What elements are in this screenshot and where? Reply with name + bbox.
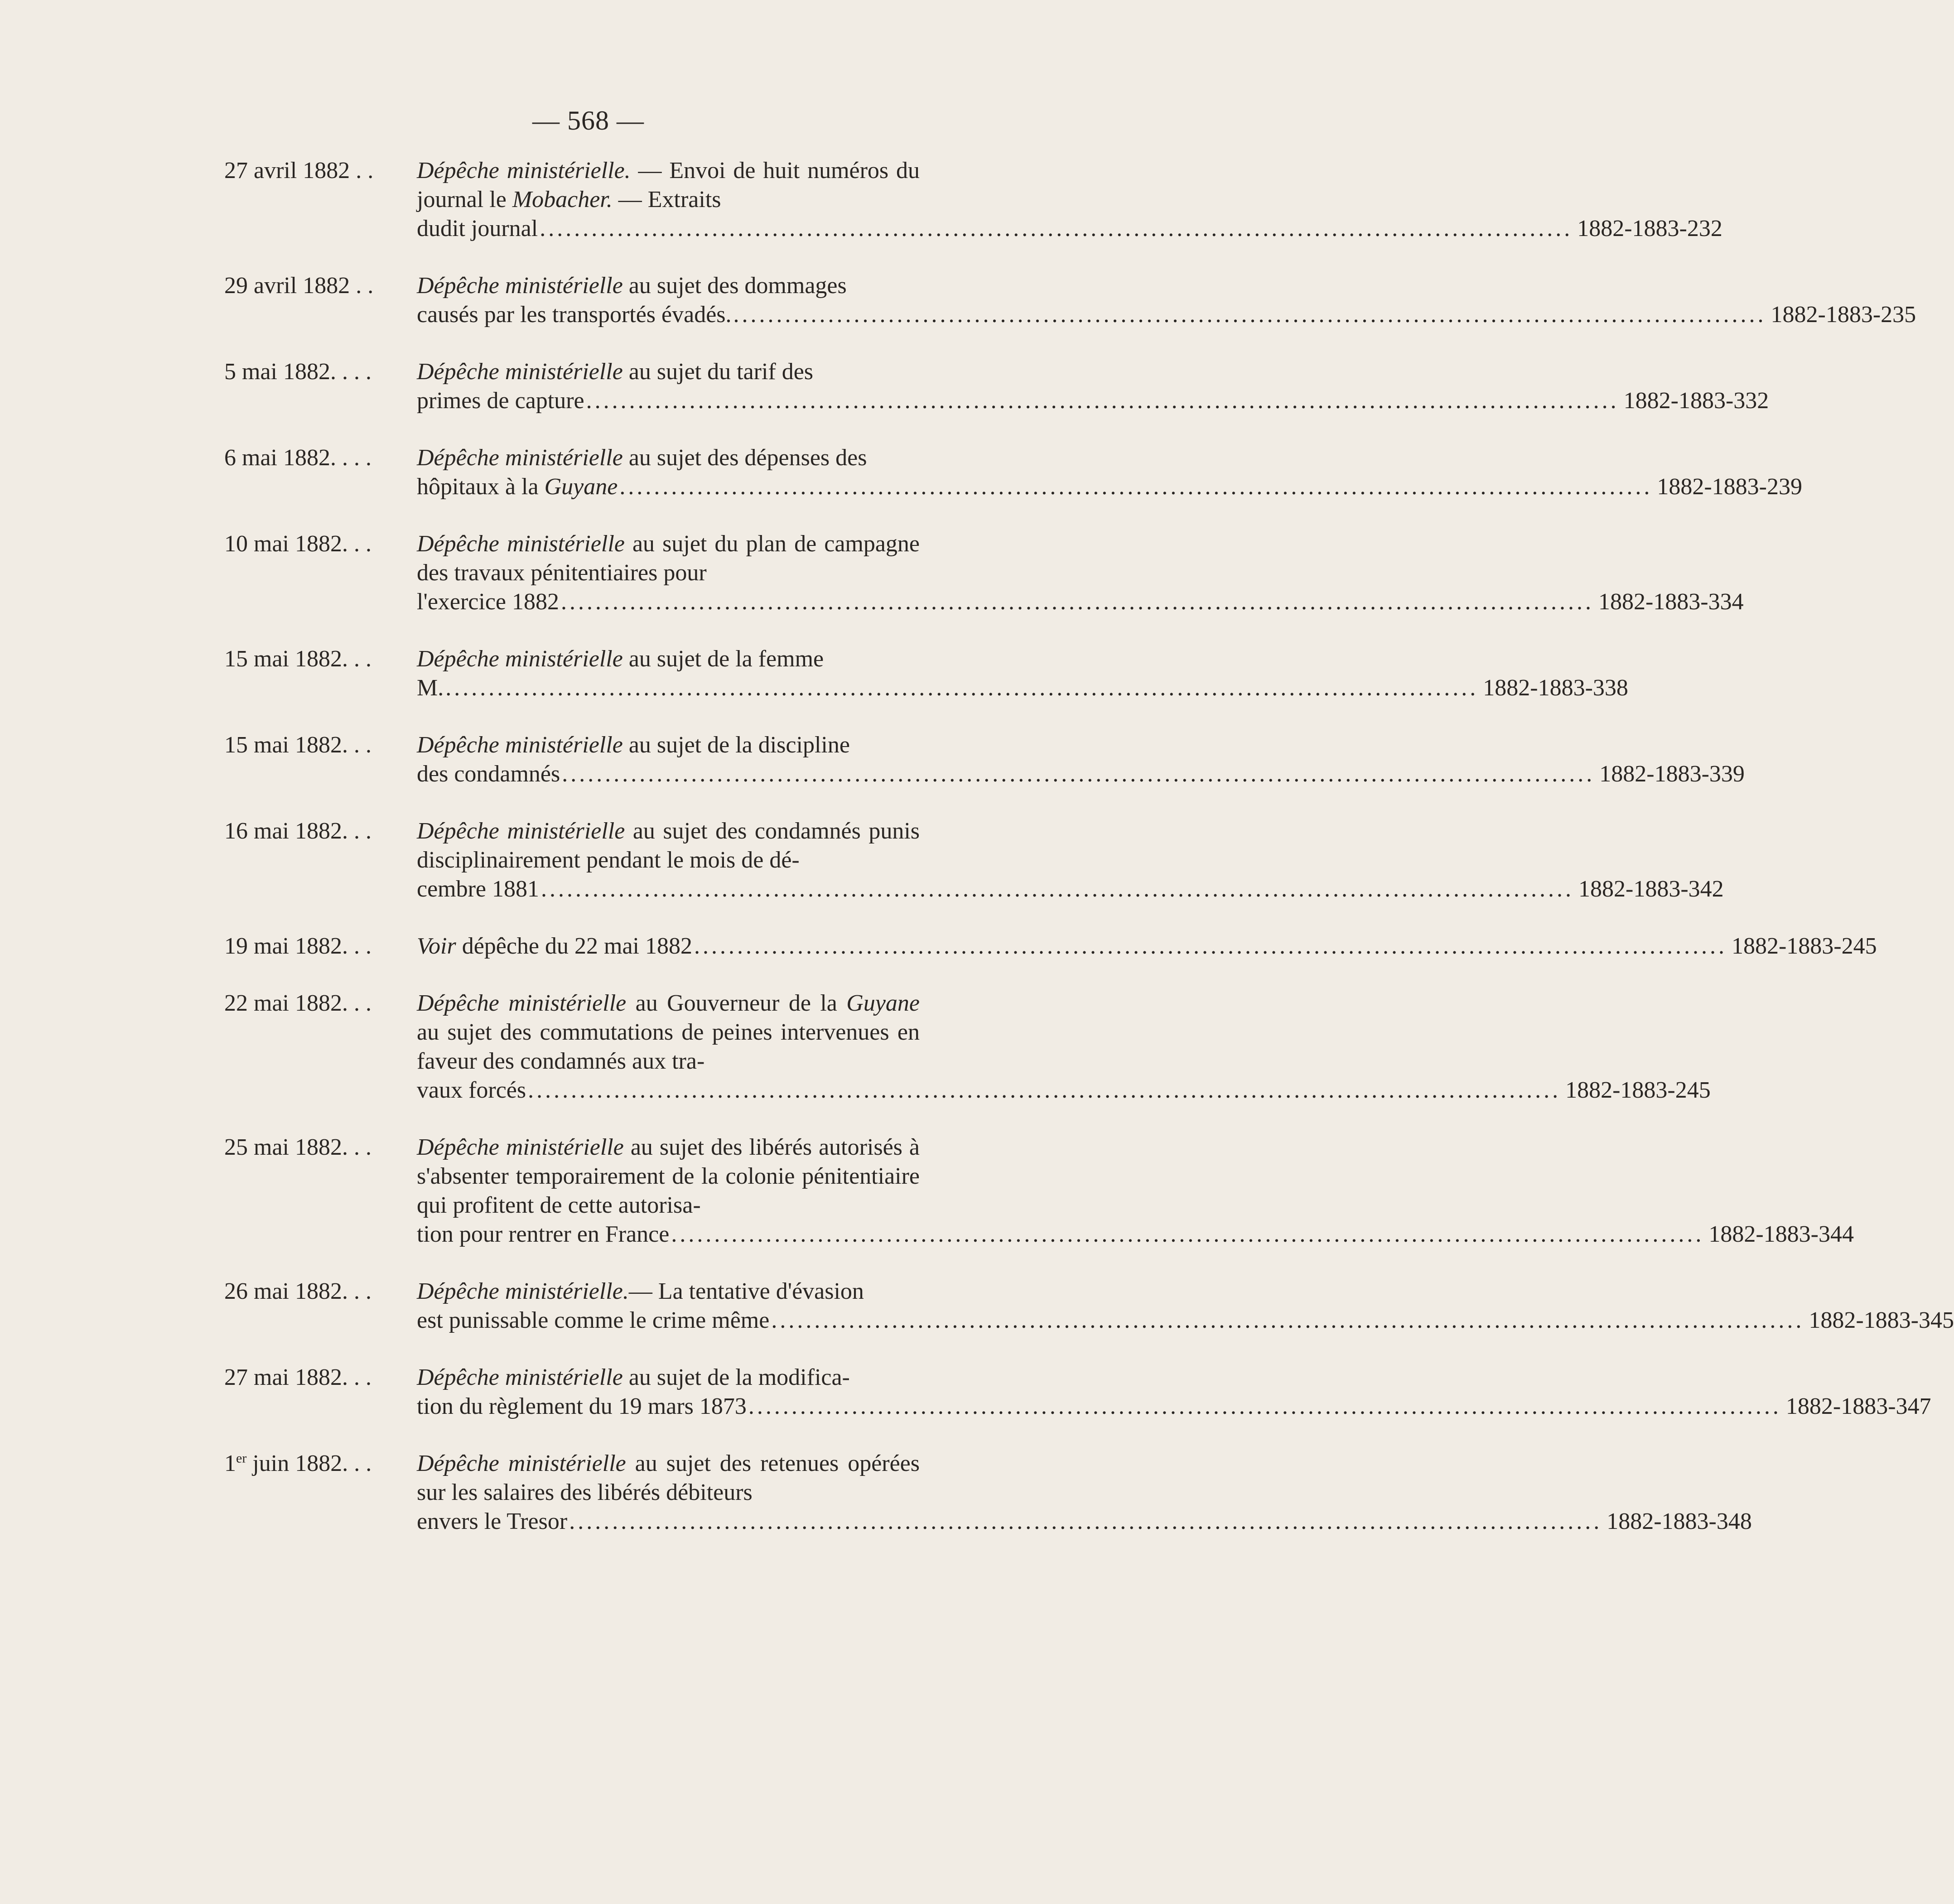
entry-title: Dépêche ministérielle [417, 1134, 624, 1160]
list-item [224, 530, 1744, 617]
entry-description [417, 1277, 1954, 1335]
dot-leader: ........................................................................................................................ [586, 388, 1619, 414]
entry-reference: 1882-1883-235 [1771, 302, 1916, 328]
entry-text: au sujet des condamnés punis disciplinairement pendant le mois de dé- [417, 818, 920, 873]
entry-last-line [417, 300, 1916, 329]
list-item [224, 357, 1769, 415]
entry-text: au Gouverneur de la [626, 990, 847, 1016]
entry-last-line [417, 1220, 1854, 1249]
entry-reference: 1882-1883-332 [1623, 388, 1769, 414]
dot-leader: ........................................................................................................................ [445, 675, 1479, 701]
entry-reference: 1882-1883-339 [1599, 761, 1745, 787]
entry-last-line [417, 1306, 1954, 1335]
entry-description [417, 271, 1916, 329]
entry-description [417, 645, 1628, 703]
entry-last-text: vaux forcés [417, 1077, 526, 1103]
entry-last-line [417, 760, 1745, 789]
entry-reference: 1882-1883-338 [1483, 675, 1628, 701]
entry-text: au sujet des libérés autorisés à s'absenter temporairement de la colonie pénitentiaire qui profitent de cette autorisa- [417, 1134, 920, 1218]
list-item [224, 1363, 1931, 1421]
list-item [224, 989, 1711, 1105]
entry-text-continued: — Extraits [612, 187, 721, 212]
entry-text-continued: au sujet des commutations de peines intervenues en faveur des condamnés aux tra- [417, 1019, 920, 1074]
entry-last-text: envers le Tresor [417, 1509, 568, 1534]
entry-description [417, 731, 1745, 789]
dot-leader: ........................................................................................................................ [671, 1221, 1704, 1247]
entries-list [224, 156, 1954, 1564]
entry-date: 27 mai 1882. . . [224, 1364, 372, 1390]
dot-leader: ........................................................................................................................ [694, 933, 1727, 959]
entry-reference: 1882-1883-348 [1607, 1509, 1752, 1534]
entry-title: Dépêche ministérielle [417, 445, 623, 471]
entry-title: Dépêche ministérielle [417, 1451, 626, 1476]
entry-body [417, 156, 920, 214]
entry-last-text: l'exercice 1882 [417, 589, 559, 615]
entry-date: 15 mai 1882. . . [224, 732, 372, 758]
dot-leader: ........................................................................................................................ [540, 216, 1573, 241]
entry-last-line [417, 1076, 1711, 1105]
entry-description [417, 932, 1877, 961]
entry-text: au sujet des retenues opérées sur les salaires des libérés débiteurs [417, 1451, 920, 1505]
entry-date [224, 1449, 417, 1478]
entry-last-plain: hôpitaux à la [417, 474, 545, 500]
entry-reference: 1882-1883-344 [1708, 1221, 1854, 1247]
entry-last-line [417, 1507, 1752, 1536]
entry-reference: 1882-1883-245 [1731, 933, 1877, 959]
entry-description [417, 989, 1711, 1105]
entry-reference: 1882-1883-245 [1565, 1077, 1711, 1103]
entry-date: 10 mai 1882. . . [224, 531, 372, 557]
entry-text: — La tentative d'évasion [628, 1278, 864, 1304]
entry-last-line [417, 588, 1744, 617]
entry-date: 15 mai 1882. . . [224, 646, 372, 672]
entry-description [417, 1363, 1931, 1421]
entry-title: Dépêche ministérielle. [417, 1278, 629, 1304]
dot-leader: ........................................................................................................................ [569, 1509, 1602, 1534]
entry-last-line [417, 214, 1722, 243]
entry-date: 25 mai 1882. . . [224, 1134, 372, 1160]
entry-last-text: primes de capture [417, 388, 584, 414]
entry-title: Dépêche ministérielle [417, 732, 623, 758]
entry-text: — Envoi de huit numéros du journal le [417, 158, 920, 212]
entry-reference: 1882-1883-239 [1657, 474, 1802, 500]
entry-last-text [417, 932, 692, 961]
entry-text: au sujet des dommages [622, 273, 847, 299]
entry-title: Dépêche ministérielle [417, 273, 623, 299]
list-item [224, 731, 1745, 789]
entry-last-line [417, 875, 1724, 904]
entry-description [417, 443, 1802, 501]
entry-last-line [417, 386, 1769, 415]
entry-body [417, 989, 920, 1076]
page-number: — 568 — [532, 106, 644, 135]
entry-description [417, 530, 1744, 617]
entry-last-text: est punissable comme le crime même [417, 1307, 770, 1333]
list-item [224, 443, 1802, 501]
entry-body [417, 1363, 920, 1392]
dot-leader: ........................................................................................................................ [619, 474, 1653, 500]
entry-text: au sujet du tarif des [622, 359, 814, 385]
entry-last-italic-prefix: Voir [417, 933, 456, 959]
list-item [224, 1133, 1854, 1249]
entry-title: Dépêche ministérielle [417, 818, 625, 844]
entry-body [417, 1449, 920, 1507]
entry-date: 19 mai 1882. . . [224, 933, 372, 959]
dot-leader: ........................................................................................................................ [562, 761, 1595, 787]
entry-last-line [417, 674, 1628, 703]
entry-date: 5 mai 1882. . . . [224, 359, 372, 385]
entry-description [417, 156, 1722, 243]
dot-leader: ........................................................................................................................ [560, 589, 1594, 615]
list-item [224, 1277, 1954, 1335]
entry-text-italic: Guyane [846, 990, 920, 1016]
entry-title: Dépêche ministérielle [417, 531, 625, 557]
entry-last-text: cembre 1881 [417, 876, 540, 902]
entry-title: Dépêche ministérielle [417, 359, 623, 385]
dot-leader: ........................................................................................................................ [733, 302, 1766, 328]
entry-last-line [417, 932, 1877, 961]
entry-body [417, 731, 920, 760]
dot-leader: ........................................................................................................................ [541, 876, 1574, 902]
entry-reference: 1882-1883-334 [1598, 589, 1744, 615]
entry-date-day: 1 [224, 1451, 236, 1476]
list-item [224, 932, 1877, 961]
entry-last-text [417, 472, 618, 501]
entry-reference: 1882-1883-347 [1785, 1393, 1931, 1419]
entry-body [417, 645, 920, 674]
dot-leader: ........................................................................................................................ [528, 1077, 1561, 1103]
entry-last-line [417, 1392, 1931, 1421]
entry-body [417, 817, 920, 875]
entry-date: 29 avril 1882 . . [224, 273, 374, 299]
entry-date-rest: juin 1882. . . [246, 1451, 372, 1476]
entry-date: 22 mai 1882. . . [224, 990, 372, 1016]
entry-body [417, 1133, 920, 1220]
entry-body [417, 443, 920, 472]
dot-leader: ........................................................................................................................ [771, 1307, 1804, 1333]
entry-text: au sujet des dépenses des [622, 445, 867, 471]
list-item [224, 817, 1724, 904]
entry-last-text: tion du règlement du 19 mars 1873 [417, 1393, 747, 1419]
list-item [224, 645, 1628, 703]
entry-description [417, 1133, 1854, 1249]
entry-last-text: dudit journal [417, 216, 538, 241]
entry-last-line [417, 472, 1802, 501]
entry-date: 27 avril 1882 . . [224, 158, 374, 183]
entry-body [417, 1277, 920, 1306]
entry-text: au sujet de la discipline [622, 732, 850, 758]
entry-last-italic: Guyane [544, 474, 618, 500]
entry-title: Dépêche ministérielle [417, 990, 627, 1016]
entry-last-text: des condamnés [417, 761, 560, 787]
entry-text-italic: Mobacher. [512, 187, 613, 212]
entry-text: au sujet de la modifica- [622, 1364, 850, 1390]
entry-date: 6 mai 1882. . . . [224, 445, 372, 471]
entry-date-ordinal: er [236, 1451, 247, 1466]
entry-last-text: tion pour rentrer en France [417, 1221, 670, 1247]
entry-body [417, 530, 920, 588]
entry-description [417, 817, 1724, 904]
entry-description [417, 357, 1769, 415]
dot-leader: ........................................................................................................................ [748, 1393, 1781, 1419]
list-item [224, 1449, 1752, 1536]
entry-body [417, 271, 920, 300]
entry-last-text: M. [417, 675, 444, 701]
list-item [224, 271, 1916, 329]
entry-date: 16 mai 1882. . . [224, 818, 372, 844]
entry-date: 26 mai 1882. . . [224, 1278, 372, 1304]
entry-last-plain: dépêche du 22 mai 1882 [456, 933, 692, 959]
entry-title: Dépêche ministérielle. [417, 158, 631, 183]
entry-title: Dépêche ministérielle [417, 646, 623, 672]
list-item [224, 156, 1722, 243]
entry-reference: 1882-1883-342 [1578, 876, 1724, 902]
entry-description [417, 1449, 1752, 1536]
entry-reference: 1882-1883-345 [1809, 1307, 1954, 1333]
entry-last-text: causés par les transportés évadés. [417, 302, 732, 328]
entry-text: au sujet du plan de campagne des travaux pénitentiaires pour [417, 531, 920, 586]
entry-reference: 1882-1883-232 [1577, 216, 1722, 241]
entry-title: Dépêche ministérielle [417, 1364, 623, 1390]
entry-body [417, 357, 920, 386]
entry-text: au sujet de la femme [622, 646, 824, 672]
